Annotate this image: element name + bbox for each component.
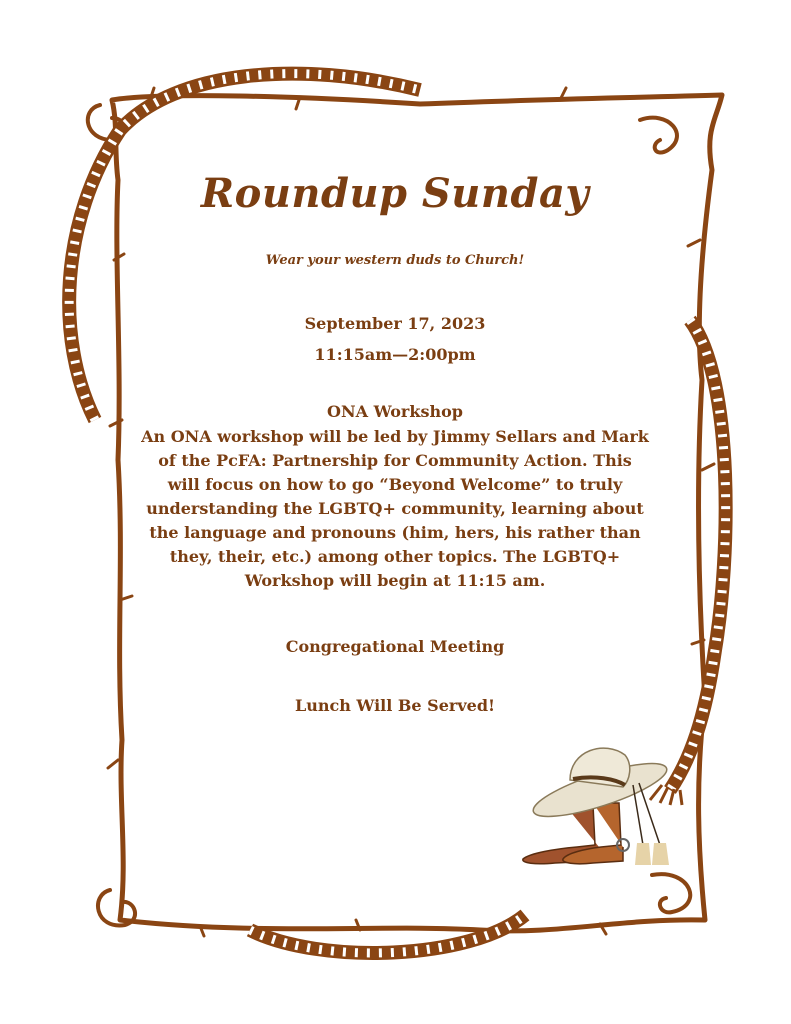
event-title: Roundup Sunday [200, 170, 590, 217]
flyer-content [140, 170, 650, 715]
event-subtitle: Wear your western duds to Church! [265, 253, 525, 268]
lunch-announcement: Lunch Will Be Served! [294, 696, 496, 715]
meeting-announcement: Congregational Meeting [285, 637, 505, 656]
event-date: September 17, 2023 [304, 314, 486, 333]
workshop-description: An ONA workshop will be led by Jimmy Sellars and Mark of the PcFA: Partnership for Community Action. This will focus on how to go “Beyond Welcome” to truly understanding the LGBTQ+ community, learning about the language and pronouns (him, hers, his rather than they, their, etc.) among other topics. The LGBTQ+ Workshop will begin at 11:15 am. [141, 427, 649, 590]
workshop-heading: ONA Workshop [327, 402, 463, 421]
cowboy-hat-boots-icon [515, 735, 675, 870]
event-time: 11:15am—2:00pm [314, 345, 476, 364]
